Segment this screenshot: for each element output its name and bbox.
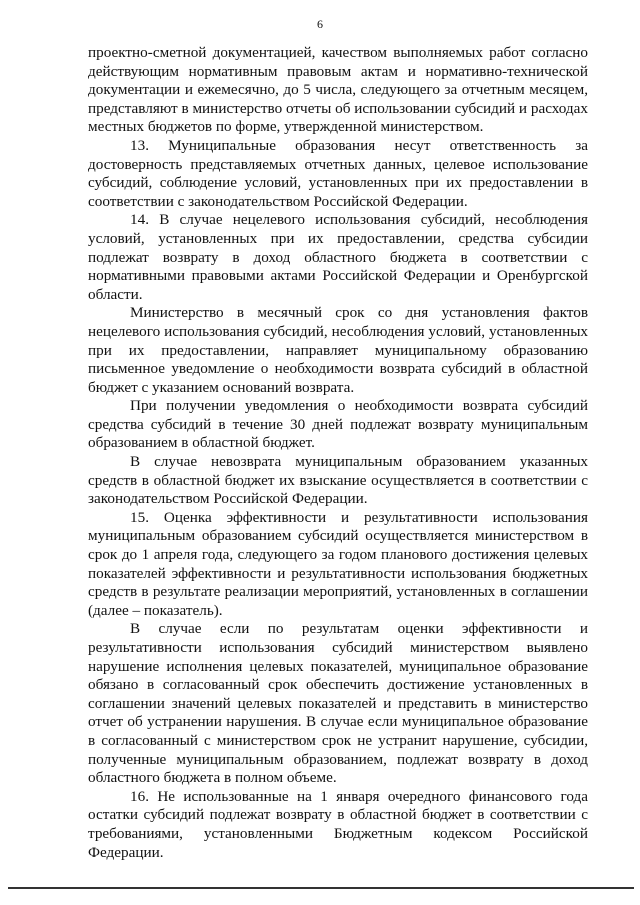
bottom-rule bbox=[8, 887, 634, 889]
paragraph-14: 14. В случае нецелевого использования субсидий, несоблюдения условий, установленных при их предоставлении, средства субсидии подлежат возврату в доход областного бюджета в соответствии с нормативными правовыми актами Российской Федерации и Оренбургской области. bbox=[88, 211, 588, 303]
paragraph-14-notice: Министерство в месячный срок со дня установления фактов нецелевого использования субсидий, несоблюдения условий, установленных при их предоставлении, направляет муниципальному образованию письменное уведомление о необходимости возврата субсидий в областной бюджет с указанием оснований возврата. bbox=[88, 304, 588, 396]
paragraph-15-violation: В случае если по результатам оценки эффективности и результативности использования субсидий министерством выявлено нарушение исполнения целевых показателей, муниципальное образование обязано в согласованный срок обеспечить достижение установленных в соглашении значений целевых показателей и представить в министерство отчет об устранении нарушения. В случае если муниципальное образование в согласованный с министерством срок не устранит нарушение, субсидии, полученные муниципальным образованием, подлежат возврату в доход областного бюджета в полном объеме. bbox=[88, 620, 588, 787]
paragraph-16: 16. Не использованные на 1 января очередного финансового года остатки субсидий подлежат возврату в областной бюджет в соответствии с требованиями, установленными Бюджетным кодексом Российской Федерации. bbox=[88, 787, 588, 861]
document-body bbox=[88, 44, 588, 862]
paragraph-continuation: проектно-сметной документацией, качеством выполняемых работ согласно действующим нормативным правовым актам и нормативно-технической документации и ежемесячно, до 5 числа, следующего за отчетным месяцем, представляют в министерство отчеты об использовании субсидий и расходах местных бюджетов по форме, утвержденной министерством. bbox=[88, 44, 588, 136]
paragraph-14-return: При получении уведомления о необходимости возврата субсидий средства субсидий в течение 30 дней подлежат возврату муниципальным образованием в областной бюджет. bbox=[88, 397, 588, 452]
paragraph-13: 13. Муниципальные образования несут ответственность за достоверность представляемых отчетных данных, целевое использование субсидий, соблюдение условий, установленных при их предоставлении в соответствии с законодательством Российской Федерации. bbox=[88, 136, 588, 210]
page-number: 6 bbox=[317, 17, 323, 31]
paragraph-14-recovery: В случае невозврата муниципальным образованием указанных средств в областной бюджет их взыскание осуществляется в соответствии с законодательством Российской Федерации. bbox=[88, 453, 588, 508]
paragraph-15: 15. Оценка эффективности и результативности использования муниципальным образованием субсидий осуществляется министерством в срок до 1 апреля года, следующего за годом планового достижения целевых показателей эффективности и результативности использования бюджетных средств в результате реализации мероприятий, установленных в соглашении (далее – показатель). bbox=[88, 508, 588, 619]
